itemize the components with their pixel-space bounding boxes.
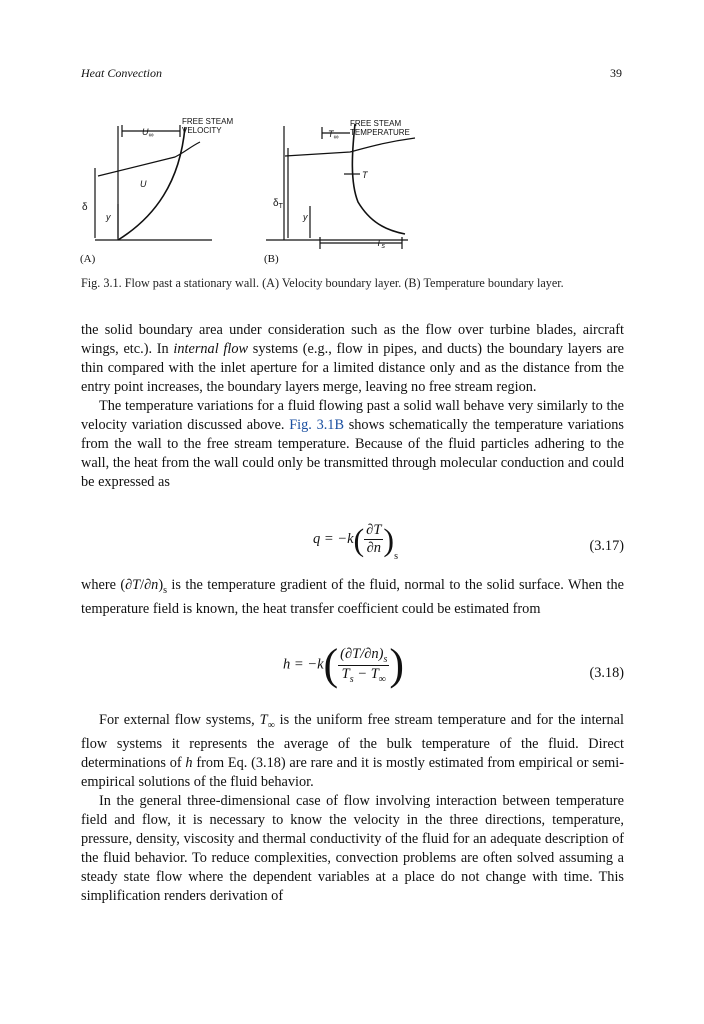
body-text-bottom xyxy=(81,711,624,906)
velocity-label: VELOCITY xyxy=(182,126,222,135)
t-label: T xyxy=(362,170,368,180)
delta-t-label: $\delta_T$ xyxy=(273,198,283,210)
paragraph-4: For external flow systems, $T_\infty$ is the uniform free stream temperature and for the internal flow systems it represents the average of the bulk temperature of the fluid. Direct determinations of h from Eq. (3.18) are rare and it is mostly estimated from empirical or semi-empirical solutions of the fluid behavior. xyxy=(81,712,625,790)
fig-3-1b-link[interactable]: Fig. 3.1B xyxy=(289,417,344,433)
temperature-label: TEMPERATURE xyxy=(350,128,410,137)
boundary-edge-b xyxy=(285,138,415,156)
body-text-top xyxy=(81,321,624,492)
u-inf-label: $U_\infty$ xyxy=(142,127,154,139)
ts-label: $T_s$ xyxy=(376,238,385,250)
figure-3-1 xyxy=(80,112,430,272)
boundary-edge-a xyxy=(98,142,200,176)
paragraph-2: The temperature variations for a fluid flowing past a solid wall behave very similarly to the velocity variation discussed above. Fig. 3.1B shows schematically the temperature variations from the wall to the free stream temperature. Because of the fluid particles adhering to the wall, the heat from the wall could only be transmitted through molecular conduction and could be expressed as xyxy=(81,398,624,490)
t-inf-label: $T_\infty$ xyxy=(328,129,339,141)
velocity-profile-curve xyxy=(118,127,185,240)
page-number: 39 xyxy=(610,66,622,80)
free-stream-label-a: FREE STEAM xyxy=(182,117,234,126)
equation-number-3-17: (3.17) xyxy=(589,538,624,554)
panel-b-temperature-boundary-layer xyxy=(266,124,415,249)
panel-a-tag: (A) xyxy=(80,253,96,265)
y-label-a: y xyxy=(106,212,111,222)
panel-a-velocity-boundary-layer xyxy=(95,125,212,240)
delta-label: δ xyxy=(82,202,88,213)
equation-number-3-18: (3.18) xyxy=(589,665,624,681)
paragraph-1: the solid boundary area under consideration such as the flow over turbine blades, aircraft wings, etc.). In internal flow systems (e.g., flow in pipes, and ducts) the boundary layers are thin compared with the inlet aperture for a limited distance only and as the distance from the entry point increases, the boundary layers merge, leaving no free stream region. xyxy=(81,322,625,395)
paragraph-5: In the general three-dimensional case of flow involving interaction between temperature field and flow, it is necessary to know the velocity in the three directions, temperature, pressure, density, viscosity and thermal conductivity of the fluid for an adequate description of the fluid behavior. To reduce complexities, convection problems are often solved assuming a steady state flow where the dependent variables at a place do not change with time. This simplification renders derivation of xyxy=(81,793,624,904)
running-title: Heat Convection xyxy=(81,66,162,80)
u-label: U xyxy=(140,179,147,189)
paragraph-3: where $(\partial T/\partial n)_s$ is the temperature gradient of the fluid, normal to the solid surface. When the temperature field is known, the heat transfer coefficient could be estimated from xyxy=(81,577,624,617)
figure-caption: Fig. 3.1. Flow past a stationary wall. (A) Velocity boundary layer. (B) Temperature boundary layer. xyxy=(81,276,564,290)
free-stream-label-b: FREE STEAM xyxy=(350,119,402,128)
panel-b-tag: (B) xyxy=(264,253,279,265)
y-label-b: y xyxy=(303,212,308,222)
